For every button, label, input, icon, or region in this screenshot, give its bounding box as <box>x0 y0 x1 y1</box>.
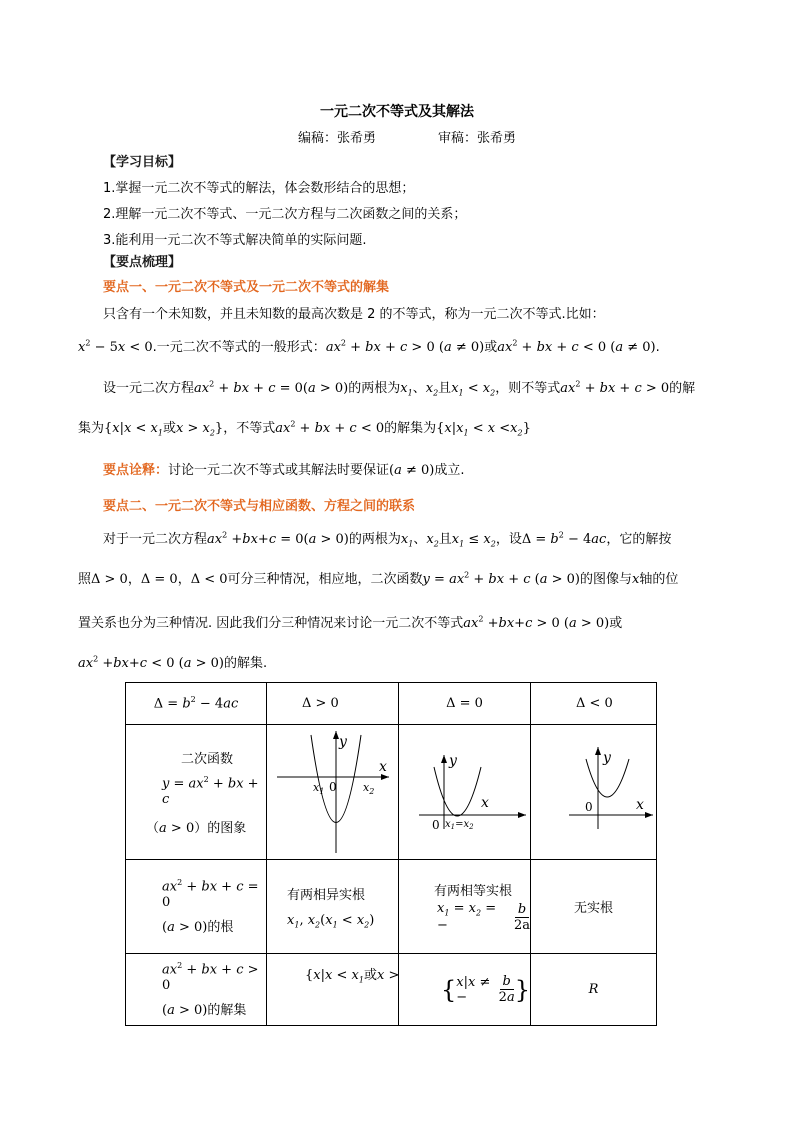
point1-para2: $x^2 - 5x < 0$.一元二次不等式的一般形式：$ax^2$ + bx + c > 0 (a ≠ 0)或$ax^2$ + bx + c < 0 (a ≠ 0). <box>78 338 660 355</box>
x-label: x <box>481 795 489 811</box>
x1-label: $x_1$ <box>313 781 325 796</box>
comparison-table <box>125 682 657 1026</box>
parabola-two-roots-graph <box>267 725 398 855</box>
point2-line1: 对于一元二次方程$ax^2 +bx+c = 0(a > 0)$的两根为$x_1$、$x_2$且$x_1 \le x_2$，设$\Delta = b^2 - 4ac$，它的解按 <box>103 530 672 549</box>
parabola-no-root-graph <box>531 725 656 855</box>
roots-distinct: 有两相异实根 $x_1$, $x_2(x_1 < x_2)$ <box>267 860 399 954</box>
table-row-graph <box>126 725 657 860</box>
solutions-two-roots: {$x|x < x_1$或x > <box>267 954 399 1026</box>
header-delta: $\Delta = b^2 - 4ac$ <box>126 683 267 725</box>
origin-label: 0 <box>329 780 337 794</box>
x-axis-arrow <box>518 812 526 818</box>
note-label: 要点诠释： <box>103 463 169 478</box>
x2-label: $x_2$ <box>363 781 375 796</box>
goal-item-1: 1.掌握一元二次不等式的解法，体会数形结合的思想； <box>103 181 415 196</box>
example-inequality: $x^2 - 5x < 0$ <box>78 338 153 355</box>
x-axis-arrow <box>645 812 653 818</box>
y-axis-arrow <box>595 747 601 755</box>
point2-line3: 置关系也分为三种情况. 因此我们分三种情况来讨论一元二次不等式$ax^2 +bx+c > 0$ (a > 0)或 <box>78 614 623 631</box>
header-delta-positive: Δ > 0 <box>267 683 399 725</box>
goal-item-2: 2.理解一元二次不等式、一元二次方程与二次函数之间的关系； <box>103 207 467 222</box>
graph-one-root <box>399 725 531 860</box>
point1-para4: 集为{$x|x < x_1$或$x > x_2$}，不等式$ax^2$ + bx + c < 0的解集为$\{x|x_1 < x <x_2\}$ <box>78 419 531 438</box>
point2-line2: 照Δ > 0，Δ = 0，Δ < 0可分三种情况，相应地，二次函数$y = ax^2$ + bx + c (a > 0)的图像与x轴的位 <box>78 570 679 587</box>
point1-para1: 只含有一个未知数，并且未知数的最高次数是 2 的不等式，称为一元二次不等式.比如： <box>103 307 605 322</box>
reviewer: 审稿：张希勇 <box>438 131 517 146</box>
roots-equal: 有两相等实根 $x_1 = x_2$ = − $\frac{b}{2a}$ <box>399 860 531 954</box>
point1-heading: 要点一、一元二次不等式及一元二次不等式的解集 <box>103 280 390 295</box>
roots-none: 无实根 <box>531 860 657 954</box>
y-label: y <box>449 753 457 769</box>
goal-item-3: 3.能利用一元二次不等式解决简单的实际问题. <box>103 233 367 248</box>
y-label: y <box>339 734 347 750</box>
row-graph-label: 二次函数 $y = ax^2$ + bx + c （a > 0）的图象 <box>126 725 267 860</box>
solutions-one-root: { x|x ≠ − $\frac{b}{2a}$ } <box>399 954 531 1026</box>
general-form-lt: $ax^2$ + bx + c < 0 (a ≠ 0) <box>497 338 656 355</box>
point2-heading: 要点二、一元二次不等式与相应函数、方程之间的联系 <box>103 499 416 514</box>
table-header-row <box>126 683 657 725</box>
origin-label: 0 <box>432 818 440 832</box>
editor: 编稿：张希勇 <box>298 131 377 146</box>
point1-note: 要点诠释：讨论一元二次不等式或其解法时要保证(a ≠ 0)成立. <box>103 463 465 478</box>
header-delta-zero: Δ = 0 <box>399 683 531 725</box>
page-title: 一元二次不等式及其解法 <box>320 104 474 120</box>
origin-label: 0 <box>585 800 593 814</box>
x-label: x <box>636 797 644 813</box>
goals-heading: 【学习目标】 <box>103 155 182 170</box>
y-label: y <box>603 750 611 766</box>
table-row-solutions <box>126 954 657 1026</box>
outline-heading: 【要点梳理】 <box>103 255 182 270</box>
x-label: x <box>379 759 387 775</box>
header-delta-negative: Δ < 0 <box>531 683 657 725</box>
table-row-roots <box>126 860 657 954</box>
point1-para3: 设一元二次方程$ax^2$ + bx + c = 0(a > 0)的两根为$x_1$、$x_2$且$x_1 < x_2$，则不等式$ax^2$ + bx + c > 0的解 <box>103 379 696 398</box>
or-word: 或 <box>484 340 498 355</box>
row-roots-label: $ax^2$ + bx + c = 0 (a > 0)的根 <box>126 860 267 954</box>
graph-no-root <box>531 725 657 860</box>
general-form-label: .一元二次不等式的一般形式： <box>152 340 326 355</box>
general-form-gt: $ax^2$ + bx + c > 0 (a ≠ 0) <box>325 338 485 355</box>
parabola <box>434 767 481 816</box>
x1-eq-x2-label: $x_1=x_2$ <box>445 819 474 831</box>
y-axis-arrow <box>441 755 447 763</box>
editor-line <box>298 127 516 146</box>
point2-line4: $ax^2 +bx+c < 0$ (a > 0)的解集. <box>78 654 268 671</box>
row-solutions-label: $ax^2$ + bx + c > 0 (a > 0)的解集 <box>126 954 267 1026</box>
graph-two-roots <box>267 725 399 860</box>
solutions-no-root: R <box>531 954 657 1026</box>
parabola-one-root-graph <box>399 725 530 855</box>
